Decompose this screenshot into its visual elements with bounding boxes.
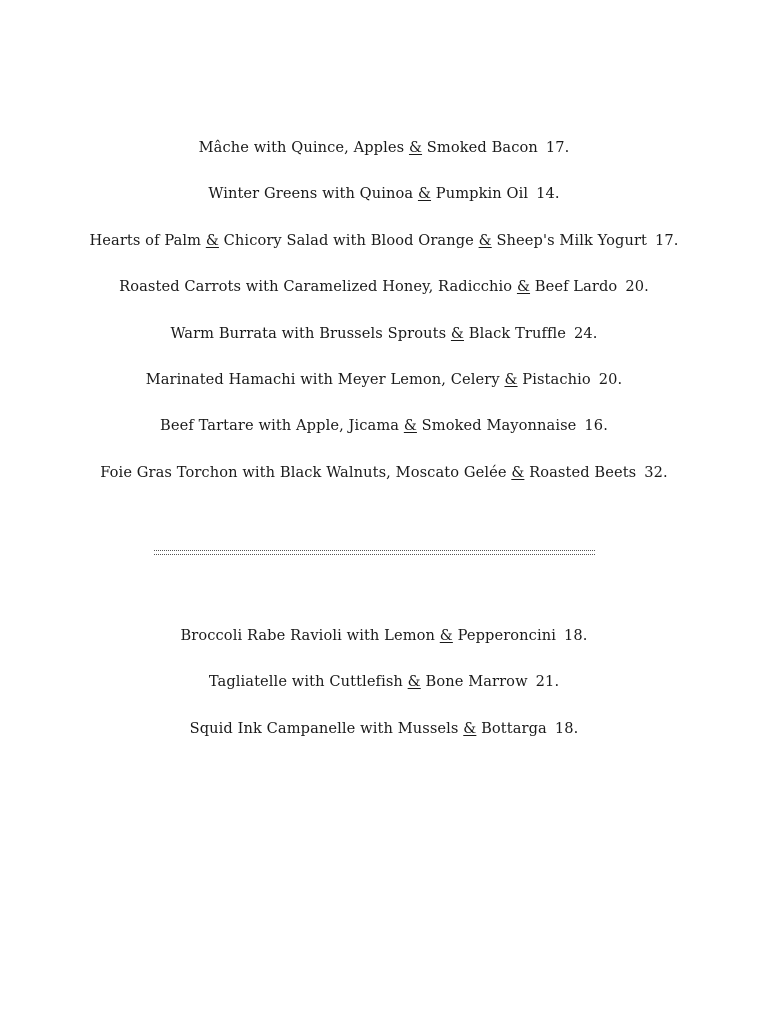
menu-item: Mâche with Quince, Apples & Smoked Bacon 17.: [198, 139, 570, 156]
menu-item-price: 32.: [644, 463, 668, 481]
menu-item-price: 16.: [584, 417, 608, 435]
ampersand: &: [403, 417, 417, 435]
ampersand: &: [439, 627, 453, 644]
menu-item-price: 18.: [564, 627, 588, 644]
ampersand: &: [511, 463, 525, 481]
menu-item-price: 14.: [536, 185, 560, 203]
ampersand: &: [450, 324, 464, 342]
ampersand: &: [408, 139, 423, 156]
menu-item-price: 24.: [574, 324, 598, 342]
ampersand: &: [417, 185, 432, 203]
divider-dotted-line: [154, 554, 595, 555]
menu-item-price: 17.: [545, 139, 570, 156]
menu-item-price: 20.: [598, 370, 623, 388]
menu-item: Warm Burrata with Brussels Sprouts & Black Truffle 24.: [170, 324, 598, 342]
ampersand: &: [504, 370, 518, 388]
menu-item: Hearts of Palm & Chicory Salad with Blood Orange & Sheep's Milk Yogurt 17.: [89, 231, 679, 249]
section-divider: [154, 550, 595, 560]
menu-item: Tagliatelle with Cuttlefish & Bone Marrow 21.: [208, 673, 560, 691]
menu-item-price: 17.: [655, 231, 679, 249]
ampersand: &: [407, 673, 421, 691]
ampersand: &: [478, 231, 492, 249]
menu-item-price: 21.: [535, 673, 560, 691]
pastas-section: [0, 624, 768, 763]
menu-item: Foie Gras Torchon with Black Walnuts, Moscato Gelée & Roasted Beets 32.: [100, 463, 668, 481]
ampersand: &: [463, 719, 477, 737]
divider-dotted-line: [154, 550, 595, 551]
menu-item-price: 20.: [625, 278, 649, 296]
menu-item-price: 18.: [554, 719, 579, 737]
starters-section: [0, 136, 768, 507]
menu-item: Roasted Carrots with Caramelized Honey, Radicchio & Beef Lardo 20.: [119, 278, 649, 296]
ampersand: &: [516, 278, 531, 296]
menu-item: Winter Greens with Quinoa & Pumpkin Oil 14.: [208, 185, 560, 203]
ampersand: &: [205, 231, 219, 249]
menu-item: Squid Ink Campanelle with Mussels & Bottarga 18.: [189, 719, 579, 737]
menu-item: Marinated Hamachi with Meyer Lemon, Celery & Pistachio 20.: [145, 370, 623, 388]
menu-item: Beef Tartare with Apple, Jicama & Smoked Mayonnaise 16.: [160, 417, 608, 435]
menu-item: Broccoli Rabe Ravioli with Lemon & Pepperoncini 18.: [180, 627, 588, 644]
